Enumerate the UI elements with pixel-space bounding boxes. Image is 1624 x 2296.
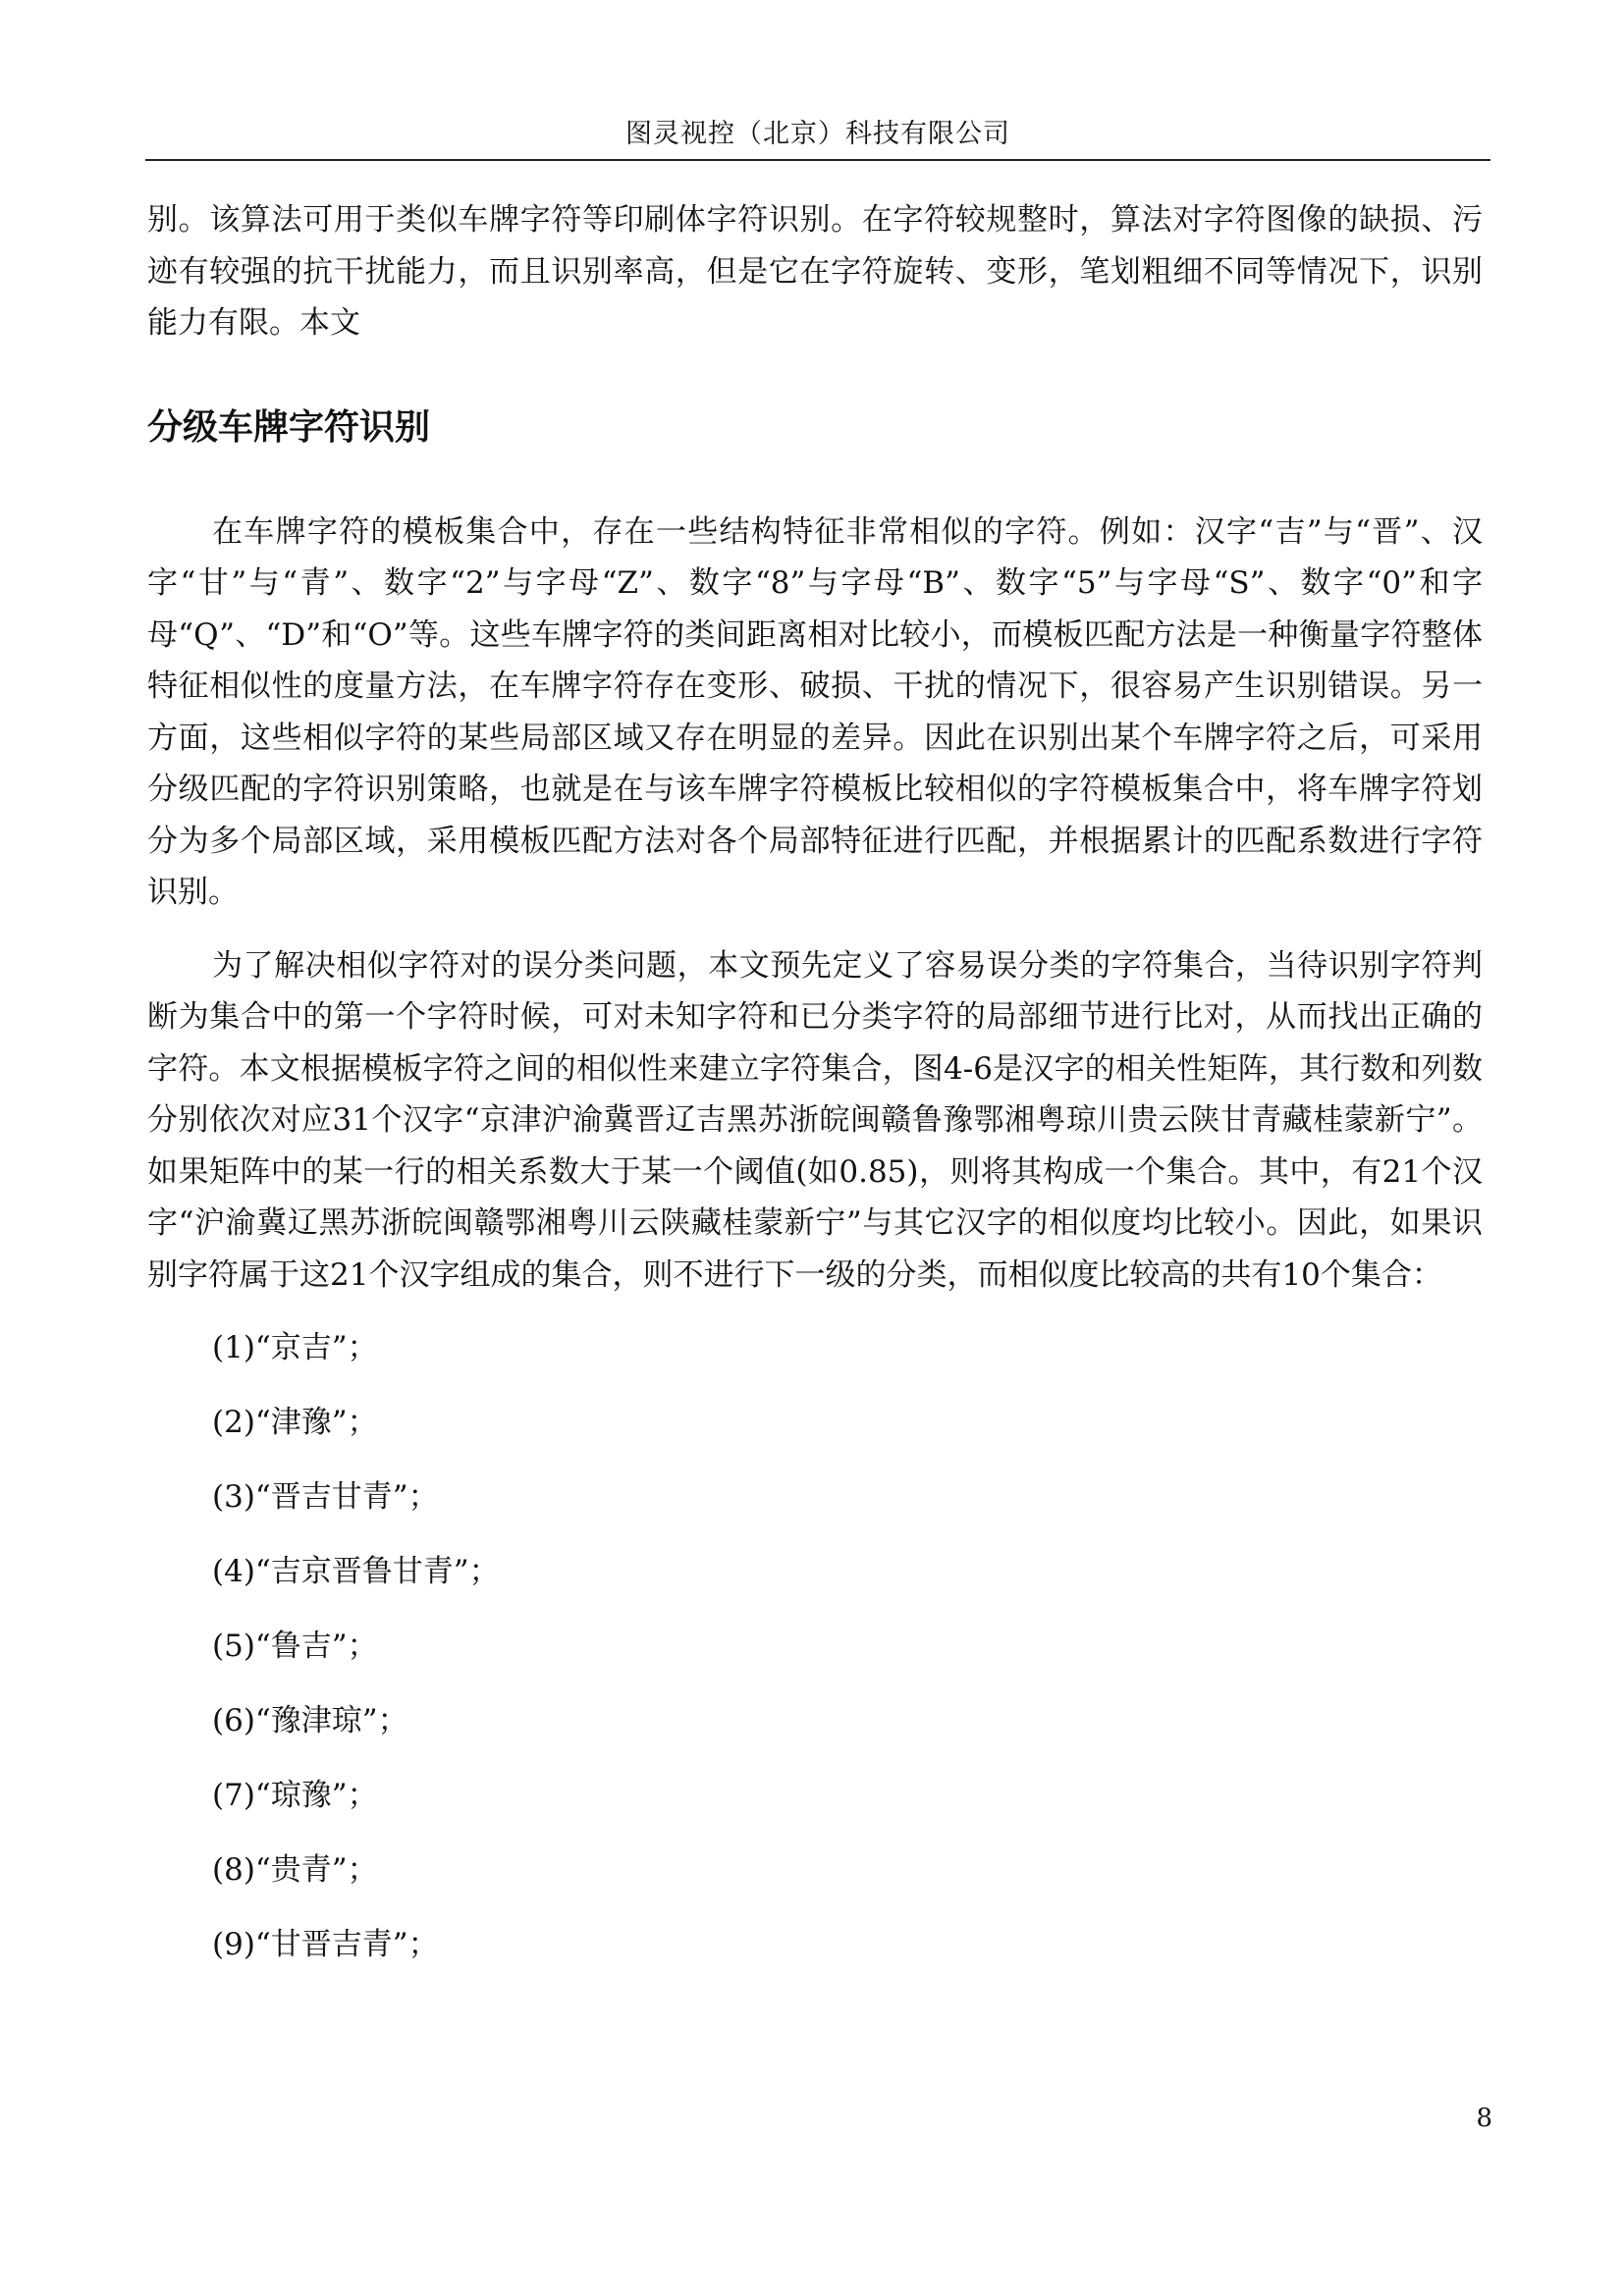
page-number: 8 bbox=[1476, 2104, 1492, 2133]
list-item: (6)“豫津琼”； bbox=[212, 1703, 408, 1738]
list-item: (7)“琼豫”； bbox=[212, 1778, 378, 1813]
page-header: 图灵视控（北京）科技有限公司 bbox=[625, 119, 1010, 149]
header-divider bbox=[145, 159, 1490, 161]
intro-paragraph: 别。该算法可用于类似车牌字符等印刷体字符识别。在字符较规整时，算法对字符图像的缺损、污迹有较强的抗干扰能力，而且识别率高，但是它在字符旋转、变形，笔划粗细不同等情况下，识别能力有限。本文 bbox=[147, 202, 1483, 341]
list-item: (2)“津豫”； bbox=[212, 1405, 378, 1440]
body-paragraph-1: 在车牌字符的模板集合中，存在一些结构特征非常相似的字符。例如：汉字“吉”与“晋”、汉字“甘”与“青”、数字“2”与字母“Z”、数字“8”与字母“B”、数字“5”与字母“S”、数字“0”和字母“Q”、“D”和“O”等。这些车牌字符的类间距离相对比较小，而模板匹配方法是一种衡量字符整体特征相似性的度量方法，在车牌字符存在变形、破损、干扰的情况下，很容易产生识别错误。另一方面，这些相似字符的某些局部区域又存在明显的差异。因此在识别出某个车牌字符之后，可采用分级匹配的字符识别策略，也就是在与该车牌字符模板比较相似的字符模板集合中，将车牌字符划分为多个局部区域，采用模板匹配方法对各个局部特征进行匹配，并根据累计的匹配系数进行字符识别。 bbox=[147, 513, 1483, 910]
list-item: (1)“京吉”； bbox=[212, 1330, 378, 1365]
section-title: 分级车牌字符识别 bbox=[147, 406, 431, 448]
list-item: (8)“贵青”； bbox=[212, 1852, 378, 1888]
list-item: (3)“晋吉甘青”； bbox=[212, 1479, 439, 1515]
list-item: (4)“吉京晋鲁甘青”； bbox=[212, 1554, 500, 1589]
body-paragraph-2: 为了解决相似字符对的误分类问题，本文预先定义了容易误分类的字符集合，当待识别字符判断为集合中的第一个字符时候，可对未知字符和已分类字符的局部细节进行比对，从而找出正确的字符。本文根据模板字符之间的相似性来建立字符集合，图4-6是汉字的相关性矩阵，其行数和列数分别依次对应31个汉字“京津沪渝冀晋辽吉黑苏浙皖闽赣鲁豫鄂湘粤琼川贵云陕甘青藏桂蒙新宁”。如果矩阵中的某一行的相关系数大于某一个阈值(如0.85)，则将其构成一个集合。其中，有21个汉字“沪渝冀辽黑苏浙皖闽赣鄂湘粤川云陕藏桂蒙新宁”与其它汉字的相似度均比较小。因此，如果识别字符属于这21个汉字组成的集合，则不进行下一级的分类，而相似度比较高的共有10个集合： bbox=[147, 947, 1483, 1293]
page-body bbox=[147, 194, 1483, 1994]
list-item: (9)“甘晋吉青”； bbox=[212, 1927, 439, 1962]
list-item: (5)“鲁吉”； bbox=[212, 1629, 378, 1664]
character-set-list bbox=[147, 1322, 1483, 1970]
